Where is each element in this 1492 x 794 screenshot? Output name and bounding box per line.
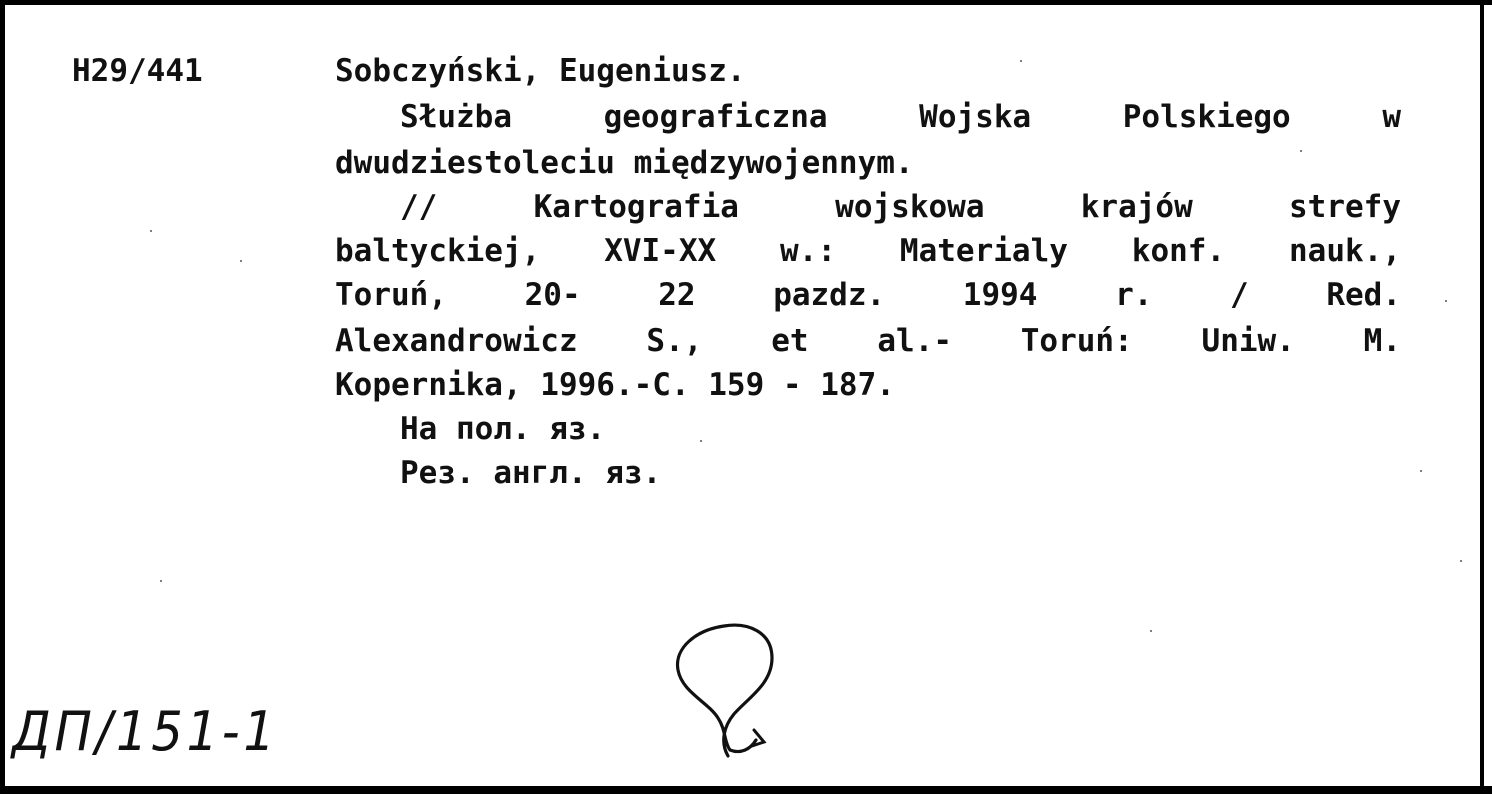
card-border-left xyxy=(0,0,5,794)
title-line-1: Służba geograficzna Wojska Polskiego w xyxy=(400,99,1401,135)
call-number: H29/441 xyxy=(72,53,203,89)
source-line-2: baltyckiej, XVI-XX w.: Materialy konf. nauk., xyxy=(335,233,1401,269)
summary-note: Рез. англ. яз. xyxy=(400,455,662,491)
handwritten-loop-mark xyxy=(668,618,788,758)
source-line-1: // Kartografia wojskowa krajów strefy xyxy=(400,189,1401,225)
title-line-2: dwudziestoleciu międzywojennym. xyxy=(335,145,914,181)
speck xyxy=(1420,470,1422,472)
handwritten-code: ДП/151-1 xyxy=(12,700,279,763)
speck xyxy=(1020,60,1022,62)
card-border-top xyxy=(0,0,1492,5)
source-line-4: Alexandrowicz S., et al.- Toruń: Uniw. M. xyxy=(335,323,1401,359)
speck xyxy=(700,440,702,442)
language-note: На пол. яз. xyxy=(400,411,606,447)
speck xyxy=(1460,560,1462,562)
speck xyxy=(150,230,152,232)
author-line: Sobczyński, Eugeniusz. xyxy=(335,53,746,89)
card-border-right xyxy=(1480,0,1484,794)
speck xyxy=(1300,150,1302,152)
source-line-3: Toruń, 20- 22 pazdz. 1994 r. / Red. xyxy=(335,277,1401,313)
speck xyxy=(1150,630,1152,632)
speck xyxy=(240,260,242,262)
speck xyxy=(1445,300,1447,302)
speck xyxy=(160,580,162,582)
card-border-bottom xyxy=(0,786,1492,794)
source-line-5: Kopernika, 1996.-C. 159 - 187. xyxy=(335,367,895,403)
